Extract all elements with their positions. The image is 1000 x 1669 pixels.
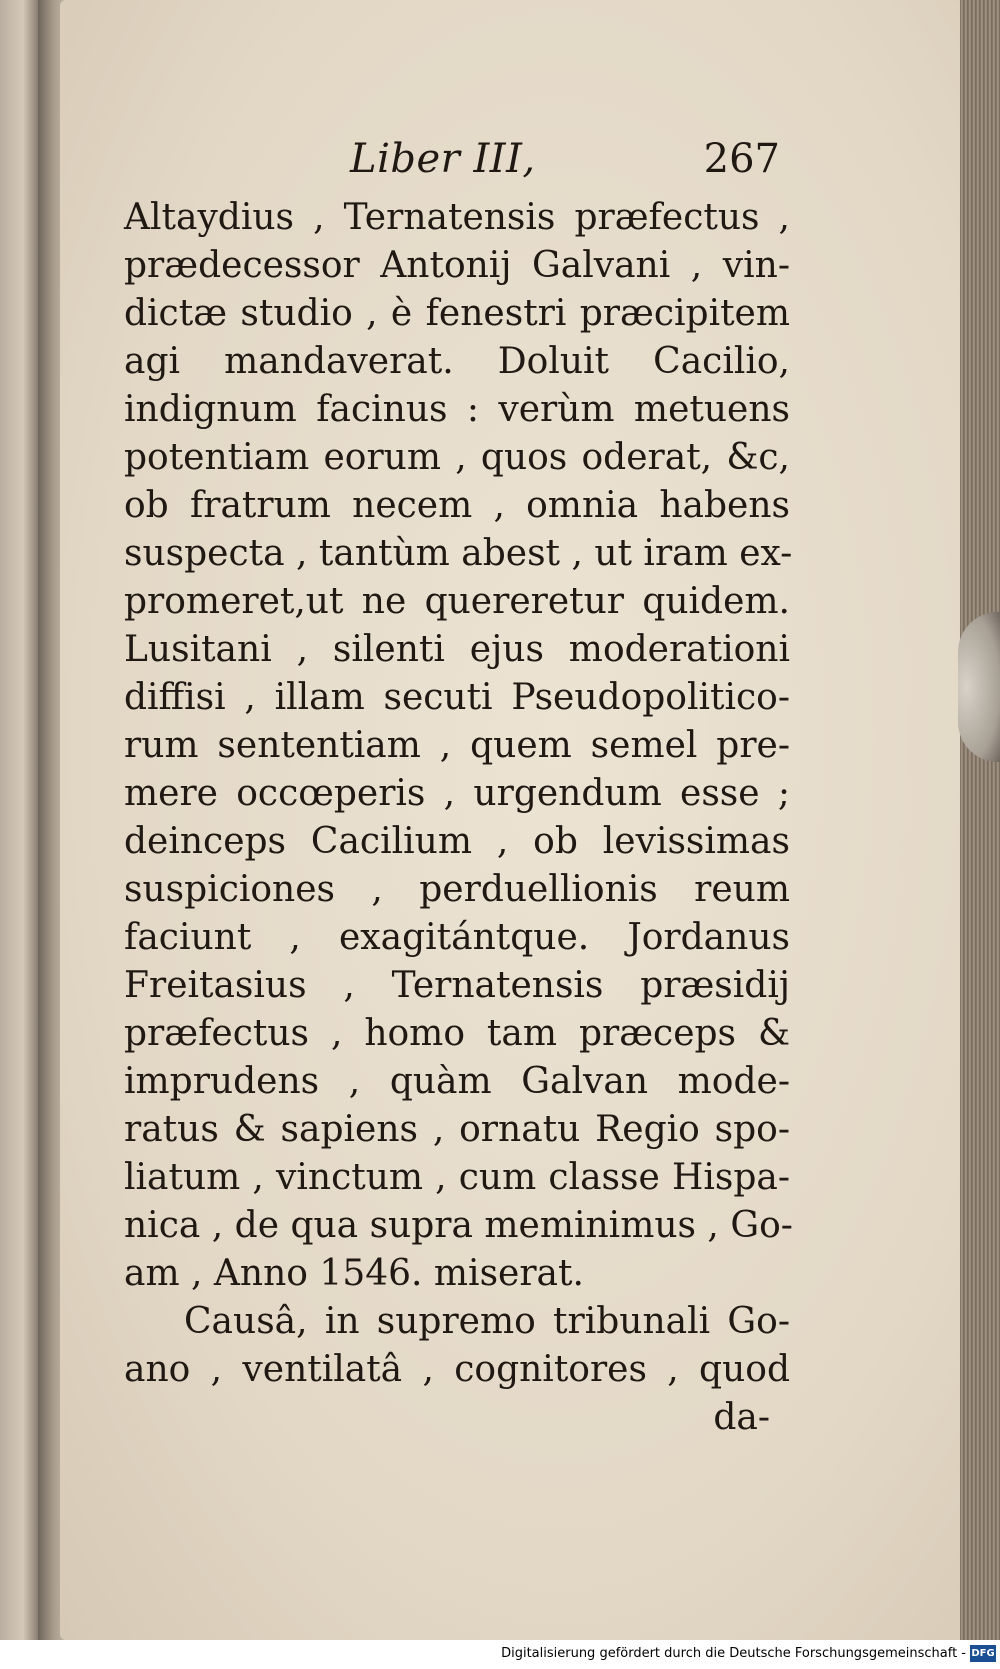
text-line: am , Anno 1546. miserat. (124, 1253, 584, 1294)
text-line: dictæ studio , è fenestri præcipitem (124, 293, 790, 334)
text-line: Freitasius , Ternatensis præsidij (124, 965, 790, 1006)
page-number: 267 (703, 136, 780, 182)
dfg-logo: DFG (970, 1645, 996, 1662)
text-line: potentiam eorum , quos oderat, &c, (124, 437, 790, 478)
text-line: suspecta , tantùm abest , ut iram ex- (124, 533, 793, 574)
text-line: ob fratrum necem , omnia habens (124, 485, 790, 526)
text-line: promeret,ut ne quereretur quidem. (124, 581, 790, 622)
text-line: diffisi , illam secuti Pseudopolitico- (124, 677, 790, 718)
body-text (124, 194, 793, 1442)
text-line: ano , ventilatâ , cognitores , quod (124, 1349, 790, 1390)
text-line: ratus & sapiens , ornatu Regio spo- (124, 1109, 790, 1150)
text-line: Causâ, in supremo tribunali Go- (184, 1301, 790, 1342)
text-line: imprudens , quàm Galvan mode- (124, 1061, 790, 1102)
text-line: indignum facinus : verùm metuens (124, 389, 790, 430)
footer-bar (0, 1640, 1000, 1669)
text-line: mere occœperis , urgendum esse ; (124, 773, 790, 814)
text-line: Altaydius , Ternatensis præfectus , (124, 197, 790, 238)
catchword: da- (713, 1397, 770, 1438)
text-line: nica , de qua supra meminimus , Go- (124, 1205, 793, 1246)
text-line: suspiciones , perduellionis reum (124, 869, 790, 910)
text-line: præfectus , homo tam præceps & (124, 1013, 790, 1054)
text-line: rum sententiam , quem semel pre- (124, 725, 790, 766)
text-line: prædecessor Antonij Galvani , vin- (124, 245, 790, 286)
text-line: agi mandaverat. Doluit Cacilio, (124, 341, 790, 382)
text-line: faciunt , exagitántque. Jordanus (124, 917, 790, 958)
page-header (120, 130, 780, 190)
text-line: Lusitani , silenti ejus moderationi (124, 629, 790, 670)
clip-tab (958, 612, 1000, 762)
text-line: liatum , vinctum , cum classe Hispa- (124, 1157, 790, 1198)
facing-page-edge (0, 0, 38, 1640)
running-head: Liber III, (350, 136, 536, 182)
text-line: deinceps Cacilium , ob levissimas (124, 821, 790, 862)
page-fore-edge (960, 0, 1000, 1640)
funding-credit: Digitalisierung gefördert durch die Deutsche Forschungsgemeinschaft - (501, 1646, 966, 1661)
